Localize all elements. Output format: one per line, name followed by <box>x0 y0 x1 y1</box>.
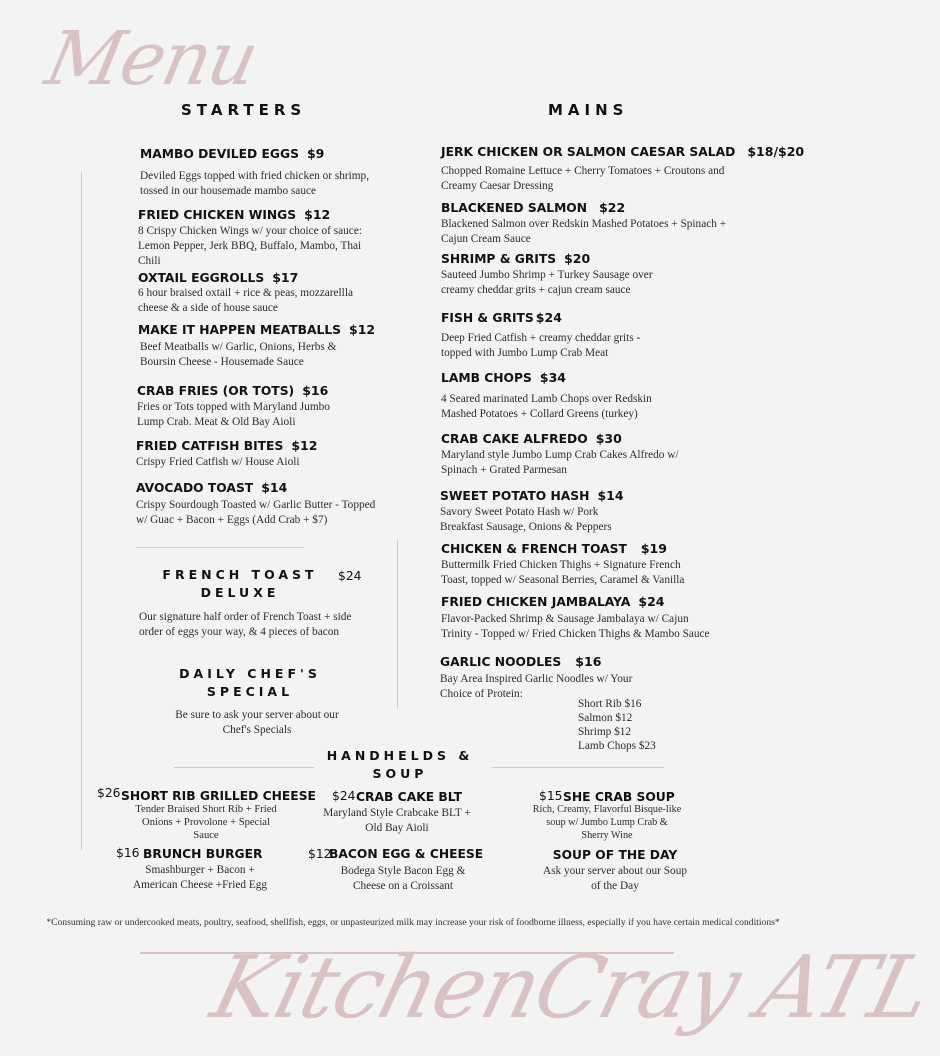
allergy-footnote: *Consuming raw or undercooked meats, poultry, seafood, shellfish, eggs, or unpasteurized milk may increase your risk of foodborne illness, especially if you have certain medical conditions* <box>46 917 780 928</box>
item-price: $24 <box>535 310 562 325</box>
item-desc: Crispy Sourdough Toasted w/ Garlic Butter - Topped w/ Guac + Bacon + Eggs (Add Crab + $7) <box>136 498 376 526</box>
item-price: $30 <box>595 431 622 446</box>
french-toast-price: $24 <box>338 569 362 583</box>
starter-item <box>137 383 355 430</box>
main-item <box>441 251 681 298</box>
item-name: JERK CHICKEN OR SALMON CAESAR SALAD <box>441 145 736 159</box>
item-price: $16 <box>116 846 140 860</box>
left-divider <box>81 172 82 850</box>
item-desc: Smashburger + Bacon + American Cheese +Fried Egg <box>132 864 268 892</box>
item-price: $24 <box>332 789 356 803</box>
main-item <box>441 370 673 422</box>
main-item <box>441 431 701 478</box>
starter-item <box>136 438 368 470</box>
main-item <box>441 594 731 642</box>
item-name: BACON EGG & CHEESE <box>329 847 484 861</box>
item-price: $34 <box>539 370 566 385</box>
item-price: $12 <box>308 847 332 861</box>
item-desc: Deviled Eggs topped with fried chicken or shrimp, tossed in our housemade mambo sauce <box>140 169 370 197</box>
main-item <box>440 488 640 535</box>
item-name: FRIED CHICKEN JAMBALAYA <box>441 595 631 609</box>
french-toast-title-2: DELUXE <box>200 585 280 601</box>
item-price: $17 <box>272 270 299 285</box>
chef-special-desc: Be sure to ask your server about our Chef's Specials <box>175 709 339 737</box>
french-toast-desc: Our signature half order of French Toast + side order of eggs your way, & 4 pieces of bacon <box>139 611 352 639</box>
item-name: GARLIC NOODLES <box>440 655 562 669</box>
main-item <box>441 200 741 247</box>
chef-title-1: DAILY CHEF'S <box>179 666 321 681</box>
main-item <box>441 310 673 361</box>
item-desc: Beef Meatballs w/ Garlic, Onions, Herbs & Boursin Cheese - Housemade Sauce <box>140 340 337 368</box>
item-desc: Fries or Tots topped with Maryland Jumbo Lump Crab. Meat & Old Bay Aioli <box>137 400 330 428</box>
item-name: FISH & GRITS <box>441 311 534 325</box>
item-price: $15 <box>539 789 563 803</box>
item-desc: 8 Crispy Chicken Wings w/ your choice of sauce: Lemon Pepper, Jerk BBQ, Buffalo, Mambo, Thai Chili <box>138 224 362 268</box>
brand-logo: KitchenCray ATL <box>202 938 940 1038</box>
section-mains: MAINS <box>548 101 629 119</box>
item-desc: Rich, Creamy, Flavorful Bisque-like soup w/ Jumbo Lump Crab & Sherry Wine <box>532 804 682 841</box>
item-name: LAMB CHOPS <box>441 371 532 385</box>
item-price: $18/$20 <box>747 144 805 159</box>
section-chef-special <box>160 665 340 701</box>
item-desc: Deep Fried Catfish + creamy cheddar grits - topped with Jumbo Lump Crab Meat <box>441 331 641 359</box>
item-name: BRUNCH BURGER <box>143 847 263 861</box>
item-name: SHE CRAB SOUP <box>563 790 675 804</box>
handhelds-rule-left <box>174 767 314 768</box>
item-name: MAKE IT HAPPEN MEATBALLS <box>138 323 342 337</box>
item-name: SHRIMP & GRITS <box>441 252 557 266</box>
item-name: OXTAIL EGGROLLS <box>138 271 265 285</box>
item-price: $20 <box>564 251 591 266</box>
item-desc: Buttermilk Fried Chicken Thighs + Signature French Toast, topped w/ Seasonal Berries, Caramel & Vanilla <box>441 558 685 586</box>
item-name: FRIED CATFISH BITES <box>136 439 284 453</box>
item-name: SHORT RIB GRILLED CHEESE <box>121 789 316 803</box>
item-name: MAMBO DEVILED EGGS <box>140 147 299 161</box>
menu-title: Menu <box>38 16 265 102</box>
item-desc: Tender Braised Short Rib + Fried Onions + Provolone + Special Sauce <box>135 804 277 841</box>
item-price: $14 <box>597 488 624 503</box>
item-desc: Crispy Fried Catfish w/ House Aioli <box>136 455 300 468</box>
item-desc: 4 Seared marinated Lamb Chops over Redskin Mashed Potatoes + Collard Greens (turkey) <box>441 392 652 420</box>
item-price: $19 <box>640 541 667 556</box>
item-desc: 6 hour braised oxtail + rice & peas, mozzarellla cheese & a side of house sauce <box>138 286 353 314</box>
starter-item <box>138 270 370 316</box>
section-french-toast <box>160 566 320 602</box>
addon-item: Shrimp $12 <box>578 726 632 738</box>
item-desc: Bay Area Inspired Garlic Noodles w/ Your Choice of Protein: <box>440 672 633 700</box>
item-name: AVOCADO TOAST <box>136 481 254 495</box>
section-handhelds <box>318 747 482 783</box>
item-name: BLACKENED SALMON <box>441 201 588 215</box>
addon-item: Short Rib $16 <box>578 698 642 710</box>
starter-item <box>138 207 370 269</box>
starter-item <box>140 146 372 199</box>
item-desc: Ask your server about our Soup of the Day <box>542 865 687 893</box>
handhelds-title-1: HANDHELDS & <box>326 748 474 763</box>
item-name: SOUP OF THE DAY <box>552 848 678 862</box>
addon-item: Lamb Chops $23 <box>578 740 656 752</box>
addon-item: Salmon $12 <box>578 712 633 724</box>
item-desc: Flavor-Packed Shrimp & Sausage Jambalaya w/ Cajun Trinity - Topped w/ Fried Chicken Thighs & Mambo Sauce <box>441 612 710 640</box>
item-price: $26 <box>97 786 121 800</box>
main-item <box>440 654 680 702</box>
item-name: FRIED CHICKEN WINGS <box>138 208 297 222</box>
item-name: CRAB CAKE BLT <box>356 790 462 804</box>
item-price: $9 <box>306 146 325 161</box>
item-desc: Chopped Romaine Lettuce + Cherry Tomatoes + Croutons and Creamy Caesar Dressing <box>441 164 725 192</box>
item-price: $14 <box>261 480 288 495</box>
item-desc: Blackened Salmon over Redskin Mashed Potatoes + Spinach + Cajun Cream Sauce <box>441 217 727 245</box>
starters-rule <box>136 547 304 548</box>
handhelds-title-2: SOUP <box>372 766 428 782</box>
starter-item <box>138 322 376 370</box>
garlic-noodle-addons <box>578 697 698 753</box>
item-desc: Maryland style Jumbo Lump Crab Cakes Alfredo w/ Spinach + Grated Parmesan <box>441 448 679 476</box>
chef-title-2: SPECIAL <box>206 684 294 700</box>
section-starters: STARTERS <box>181 101 307 119</box>
item-price: $16 <box>575 654 602 669</box>
center-divider <box>397 540 398 708</box>
item-name: CRAB FRIES (OR TOTS) <box>137 384 295 398</box>
item-name: CHICKEN & FRENCH TOAST <box>441 542 627 556</box>
item-desc: Maryland Style Crabcake BLT + Old Bay Aioli <box>323 807 471 835</box>
item-price: $12 <box>349 322 376 337</box>
item-price: $22 <box>599 200 626 215</box>
handhelds-rule-right <box>492 767 664 768</box>
main-item <box>441 541 709 588</box>
item-price: $24 <box>638 594 665 609</box>
item-name: SWEET POTATO HASH <box>440 489 590 503</box>
item-desc: Bodega Style Bacon Egg & Cheese on a Croissant <box>340 865 466 893</box>
item-price: $16 <box>302 383 329 398</box>
main-item <box>441 144 805 194</box>
starter-item <box>136 480 376 528</box>
item-name: CRAB CAKE ALFREDO <box>441 432 588 446</box>
item-price: $12 <box>291 438 318 453</box>
item-price: $12 <box>304 207 331 222</box>
item-desc: Savory Sweet Potato Hash w/ Pork Breakfast Sausage, Onions & Peppers <box>440 505 612 533</box>
french-toast-title-1: FRENCH TOAST <box>162 567 318 582</box>
item-desc: Sauteed Jumbo Shrimp + Turkey Sausage over creamy cheddar grits + cajun cream sauce <box>441 268 653 296</box>
